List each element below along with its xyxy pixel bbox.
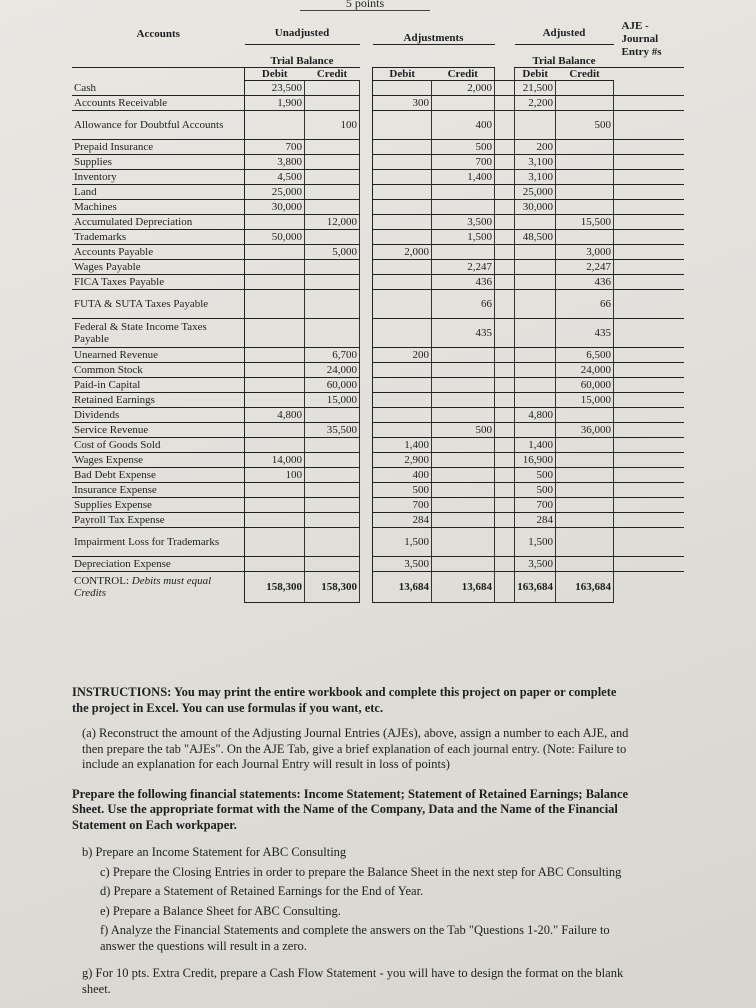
adjustment-credit-cell: 1,400 xyxy=(432,170,495,185)
aje-entry-cell xyxy=(614,378,684,393)
account-name: FICA Taxes Payable xyxy=(72,275,245,290)
header-row-1 xyxy=(72,10,684,45)
adjustment-debit-cell xyxy=(373,215,432,230)
adjustment-debit-cell: 200 xyxy=(373,348,432,363)
adjusted-credit-cell: 66 xyxy=(556,290,614,319)
table-row xyxy=(72,393,684,408)
adjustment-debit-cell xyxy=(373,170,432,185)
adjusted-debit-cell: 3,500 xyxy=(515,557,556,572)
unadjusted-credit-cell xyxy=(305,498,360,513)
table-row xyxy=(72,230,684,245)
adjusted-credit-cell: 500 xyxy=(556,111,614,140)
account-name: Dividends xyxy=(72,408,245,423)
account-name: Accounts Receivable xyxy=(72,96,245,111)
instruction-a: (a) Reconstruct the amount of the Adjusting Journal Entries (AJEs), above, assign a number to each AJE, and then prepare the tab "AJEs". On the AJE Tab, give a brief explanation of each journal entry. (Note: Failure to include an explanation for each Journal Entry will result in loss of points) xyxy=(82,726,629,771)
adjusted-credit-cell xyxy=(556,185,614,200)
adjusted-debit-cell: 3,100 xyxy=(515,155,556,170)
account-name: Wages Expense xyxy=(72,453,245,468)
unadjusted-header: Unadjusted xyxy=(245,10,360,45)
adjustment-debit-cell: 3,500 xyxy=(373,557,432,572)
adjusted-debit-cell: 1,500 xyxy=(515,528,556,557)
unadjusted-credit-cell: 15,000 xyxy=(305,393,360,408)
unadjusted-credit-cell: 24,000 xyxy=(305,363,360,378)
control-adjustment-debit: 13,684 xyxy=(373,572,432,603)
adjusted-debit-cell xyxy=(515,245,556,260)
adjusted-debit-cell xyxy=(515,423,556,438)
adjusted-credit-cell: 3,000 xyxy=(556,245,614,260)
unadjusted-credit-cell xyxy=(305,230,360,245)
unadjusted-credit-cell xyxy=(305,557,360,572)
instruction-b: b) Prepare an Income Statement for ABC Consulting xyxy=(82,845,347,859)
account-name: FUTA & SUTA Taxes Payable xyxy=(72,290,245,319)
account-name: Trademarks xyxy=(72,230,245,245)
unadjusted-credit-cell xyxy=(305,170,360,185)
unadjusted-debit-cell xyxy=(245,319,305,348)
unadjusted-debit-cell: 30,000 xyxy=(245,200,305,215)
points-label: 5 points xyxy=(300,0,430,11)
table-row xyxy=(72,96,684,111)
adjustment-debit-cell xyxy=(373,319,432,348)
unadjusted-credit-cell: 100 xyxy=(305,111,360,140)
adjustment-credit-cell xyxy=(432,483,495,498)
unadjusted-debit-cell: 4,800 xyxy=(245,408,305,423)
unadjusted-credit-cell xyxy=(305,140,360,155)
account-name: Land xyxy=(72,185,245,200)
unadjusted-credit-cell xyxy=(305,290,360,319)
adjustments-header: Adjustments xyxy=(373,10,495,45)
adjustment-debit-cell: 2,000 xyxy=(373,245,432,260)
adjusted-credit-cell xyxy=(556,200,614,215)
aje-entry-cell xyxy=(614,140,684,155)
account-name: Cash xyxy=(72,81,245,96)
adjustment-debit-cell xyxy=(373,378,432,393)
unadjusted-debit-cell xyxy=(245,438,305,453)
account-name: Accumulated Depreciation xyxy=(72,215,245,230)
table-row xyxy=(72,513,684,528)
adjusted-debit-cell: 25,000 xyxy=(515,185,556,200)
account-name: Allowance for Doubtful Accounts xyxy=(72,111,245,140)
account-name: Insurance Expense xyxy=(72,483,245,498)
adjusted-credit-cell xyxy=(556,453,614,468)
adjustment-credit-cell xyxy=(432,393,495,408)
adjustment-debit-cell: 400 xyxy=(373,468,432,483)
unadjusted-debit-cell: 100 xyxy=(245,468,305,483)
adjustment-credit-cell xyxy=(432,200,495,215)
aje-entry-cell xyxy=(614,215,684,230)
adjusted-credit-cell: 6,500 xyxy=(556,348,614,363)
adjusted-debit-cell: 1,400 xyxy=(515,438,556,453)
table-row xyxy=(72,557,684,572)
adjusted-credit-cell xyxy=(556,468,614,483)
table-row xyxy=(72,408,684,423)
table-row xyxy=(72,275,684,290)
account-name: Depreciation Expense xyxy=(72,557,245,572)
adjusted-credit-cell xyxy=(556,170,614,185)
unadjusted-credit-cell: 12,000 xyxy=(305,215,360,230)
table-row xyxy=(72,290,684,319)
adjusted-debit-cell xyxy=(515,363,556,378)
account-name: Common Stock xyxy=(72,363,245,378)
adjustment-credit-cell xyxy=(432,245,495,260)
adjusted-credit-cell xyxy=(556,498,614,513)
instruction-e: e) Prepare a Balance Sheet for ABC Consulting. xyxy=(100,903,341,918)
adjustment-credit-cell: 2,247 xyxy=(432,260,495,275)
adjusted-credit-cell: 435 xyxy=(556,319,614,348)
adjustment-credit-cell xyxy=(432,468,495,483)
account-name: Paid-in Capital xyxy=(72,378,245,393)
adjusted-credit-cell: 24,000 xyxy=(556,363,614,378)
aje-entry-cell xyxy=(614,483,684,498)
aje-entry-cell xyxy=(614,423,684,438)
adjustment-debit-cell: 1,400 xyxy=(373,438,432,453)
account-name: Cost of Goods Sold xyxy=(72,438,245,453)
adjustment-debit-cell xyxy=(373,140,432,155)
adjusted-debit-cell xyxy=(515,275,556,290)
account-name: Retained Earnings xyxy=(72,393,245,408)
adjustment-debit-cell xyxy=(373,363,432,378)
instruction-list xyxy=(72,845,632,997)
unadjusted-debit-cell: 25,000 xyxy=(245,185,305,200)
adjusted-credit-cell xyxy=(556,557,614,572)
aje-entry-cell xyxy=(614,408,684,423)
table-row xyxy=(72,528,684,557)
table-row xyxy=(72,453,684,468)
adjusted-credit-cell xyxy=(556,408,614,423)
aje-entry-cell xyxy=(614,438,684,453)
unadjusted-debit-cell xyxy=(245,498,305,513)
adjusted-debit-cell: 700 xyxy=(515,498,556,513)
instruction-f: f) Analyze the Financial Statements and complete the answers on the Tab "Questions 1-20." Failure to answer the questions will result in a zero. xyxy=(100,923,610,953)
adjustment-debit-cell: 284 xyxy=(373,513,432,528)
unadjusted-credit-cell: 6,700 xyxy=(305,348,360,363)
adjustment-credit-cell xyxy=(432,348,495,363)
adjusted-debit-cell xyxy=(515,290,556,319)
aje-entry-cell xyxy=(614,348,684,363)
aje-entry-cell xyxy=(614,245,684,260)
adjusted-debit-cell xyxy=(515,215,556,230)
account-name: Machines xyxy=(72,200,245,215)
aje-entry-cell xyxy=(614,468,684,483)
adjustment-credit-cell: 435 xyxy=(432,319,495,348)
adjusted-credit-cell xyxy=(556,81,614,96)
unadjusted-credit-cell xyxy=(305,468,360,483)
adjustment-debit-cell xyxy=(373,111,432,140)
adjustment-debit-cell xyxy=(373,423,432,438)
adjustment-credit-cell: 2,000 xyxy=(432,81,495,96)
instruction-c: c) Prepare the Closing Entries in order to prepare the Balance Sheet in the next step for ABC Consulting xyxy=(100,864,622,879)
unadjusted-debit-cell: 4,500 xyxy=(245,170,305,185)
unadjusted-credit-cell xyxy=(305,513,360,528)
account-name: Supplies Expense xyxy=(72,498,245,513)
unadjusted-debit-cell xyxy=(245,363,305,378)
unadjusted-debit-cell xyxy=(245,378,305,393)
unadjusted-credit-cell xyxy=(305,185,360,200)
adjustment-credit-cell xyxy=(432,453,495,468)
unadjusted-debit-cell: 23,500 xyxy=(245,81,305,96)
unadjusted-debit-cell xyxy=(245,423,305,438)
table-row xyxy=(72,170,684,185)
adjusted-debit-cell xyxy=(515,260,556,275)
adjusted-credit-cell xyxy=(556,230,614,245)
adjustment-credit-cell xyxy=(432,408,495,423)
unadjusted-trial-balance-header: Trial Balance xyxy=(245,45,360,68)
adjusted-debit-cell: 284 xyxy=(515,513,556,528)
unadjusted-debit-cell xyxy=(245,111,305,140)
control-label: CONTROL: Debits must equal Credits xyxy=(74,575,212,599)
table-row xyxy=(72,140,684,155)
instructions-intro: INSTRUCTIONS: You may print the entire workbook and complete this project on paper or complete the project in Excel. You can use formulas if you want, etc. xyxy=(72,685,617,715)
trial-balance-table xyxy=(72,10,684,603)
adjusted-debit-cell: 16,900 xyxy=(515,453,556,468)
aje-entry-cell xyxy=(614,453,684,468)
aje-entry-cell xyxy=(614,557,684,572)
unadjusted-debit-cell xyxy=(245,260,305,275)
adjustment-credit-cell xyxy=(432,498,495,513)
account-name: Inventory xyxy=(72,170,245,185)
adjusted-credit-cell: 15,500 xyxy=(556,215,614,230)
adjusted-credit-cell xyxy=(556,528,614,557)
table-row xyxy=(72,200,684,215)
adjustment-debit-cell: 1,500 xyxy=(373,528,432,557)
unadjusted-debit-cell: 50,000 xyxy=(245,230,305,245)
adjusted-debit-cell: 4,800 xyxy=(515,408,556,423)
adjusted-debit-cell: 30,000 xyxy=(515,200,556,215)
table-row xyxy=(72,468,684,483)
adjustment-debit-cell xyxy=(373,81,432,96)
account-name: Impairment Loss for Trademarks xyxy=(72,528,245,557)
table-row xyxy=(72,498,684,513)
adjustment-debit-cell xyxy=(373,275,432,290)
control-unadjusted-debit: 158,300 xyxy=(245,572,305,603)
accounts-header: Accounts xyxy=(72,10,245,68)
adjusted-header: Adjusted xyxy=(515,10,614,45)
adjustment-credit-cell xyxy=(432,185,495,200)
account-name: Bad Debt Expense xyxy=(72,468,245,483)
adjusted-credit-cell xyxy=(556,155,614,170)
adjustment-credit-cell: 500 xyxy=(432,140,495,155)
table-row xyxy=(72,483,684,498)
aje-entry-cell xyxy=(614,528,684,557)
unadjusted-credit-cell xyxy=(305,260,360,275)
adjustment-debit-cell xyxy=(373,200,432,215)
unadjusted-credit-cell: 60,000 xyxy=(305,378,360,393)
adjusted-trial-balance-header: Trial Balance xyxy=(515,45,614,68)
adjustment-debit-cell xyxy=(373,290,432,319)
control-unadjusted-credit: 158,300 xyxy=(305,572,360,603)
unadjusted-debit-cell xyxy=(245,290,305,319)
adjustment-credit-cell xyxy=(432,557,495,572)
adjusted-credit-cell: 60,000 xyxy=(556,378,614,393)
account-name: Accounts Payable xyxy=(72,245,245,260)
adjusted-credit-cell: 436 xyxy=(556,275,614,290)
account-name: Prepaid Insurance xyxy=(72,140,245,155)
adjustment-credit-cell xyxy=(432,438,495,453)
table-row xyxy=(72,438,684,453)
adjusted-debit-cell xyxy=(515,393,556,408)
aje-entry-cell xyxy=(614,393,684,408)
unadjusted-debit-cell xyxy=(245,348,305,363)
aje-entry-cell xyxy=(614,185,684,200)
account-name: Supplies xyxy=(72,155,245,170)
unadjusted-credit-cell xyxy=(305,408,360,423)
aje-header: AJE - Journal Entry #s xyxy=(614,10,684,68)
adjustment-credit-cell: 3,500 xyxy=(432,215,495,230)
unadjusted-credit-cell xyxy=(305,275,360,290)
aje-entry-cell xyxy=(614,319,684,348)
adjusted-credit-cell: 2,247 xyxy=(556,260,614,275)
adjustment-debit-cell: 700 xyxy=(373,498,432,513)
adjustment-credit-cell: 500 xyxy=(432,423,495,438)
unadjusted-debit-cell: 700 xyxy=(245,140,305,155)
unadjusted-credit-cell xyxy=(305,319,360,348)
table-row xyxy=(72,245,684,260)
adjustment-credit-cell xyxy=(432,528,495,557)
adjustment-credit-cell: 66 xyxy=(432,290,495,319)
control-row xyxy=(72,572,684,603)
table-row xyxy=(72,215,684,230)
account-name: Payroll Tax Expense xyxy=(72,513,245,528)
adjusted-debit-cell: 48,500 xyxy=(515,230,556,245)
instructions xyxy=(72,685,632,1001)
table-row xyxy=(72,185,684,200)
unadjusted-debit-cell xyxy=(245,215,305,230)
adjusted-debit-cell xyxy=(515,348,556,363)
adjustment-debit-cell xyxy=(373,155,432,170)
aje-entry-cell xyxy=(614,363,684,378)
table-row xyxy=(72,348,684,363)
aje-entry-cell xyxy=(614,513,684,528)
adjustment-debit-cell xyxy=(373,230,432,245)
unadjusted-debit-cell: 3,800 xyxy=(245,155,305,170)
unadjusted-credit-cell xyxy=(305,81,360,96)
instruction-d: d) Prepare a Statement of Retained Earnings for the End of Year. xyxy=(100,884,424,898)
account-name: Federal & State Income Taxes Payable xyxy=(72,319,245,348)
unadjusted-credit-cell: 35,500 xyxy=(305,423,360,438)
adjustment-credit-cell: 400 xyxy=(432,111,495,140)
aje-entry-cell xyxy=(614,260,684,275)
table-row xyxy=(72,155,684,170)
adjusted-credit-cell xyxy=(556,96,614,111)
account-name: Wages Payable xyxy=(72,260,245,275)
unadjusted-credit-cell: 5,000 xyxy=(305,245,360,260)
adjustment-credit-cell: 700 xyxy=(432,155,495,170)
table-row xyxy=(72,423,684,438)
adjustment-credit-cell: 1,500 xyxy=(432,230,495,245)
unadjusted-credit-cell xyxy=(305,528,360,557)
adjusted-debit-cell xyxy=(515,319,556,348)
adjusted-credit-cell: 15,000 xyxy=(556,393,614,408)
table-row xyxy=(72,260,684,275)
table-row xyxy=(72,111,684,140)
unadjusted-debit-cell xyxy=(245,528,305,557)
unadjusted-credit-cell xyxy=(305,483,360,498)
adjustment-debit-cell xyxy=(373,393,432,408)
aje-entry-cell xyxy=(614,170,684,185)
adjusted-credit-cell xyxy=(556,140,614,155)
adjusted-credit-cell xyxy=(556,438,614,453)
aje-entry-cell xyxy=(614,81,684,96)
table-row xyxy=(72,319,684,348)
adjustment-credit-cell xyxy=(432,378,495,393)
unadjusted-credit-cell xyxy=(305,438,360,453)
adjustment-debit-cell xyxy=(373,185,432,200)
account-name: Service Revenue xyxy=(72,423,245,438)
unadjusted-debit-cell: 14,000 xyxy=(245,453,305,468)
adjusted-debit-cell: 500 xyxy=(515,468,556,483)
adjustment-debit-cell: 300 xyxy=(373,96,432,111)
debit-credit-row: Debit Credit Debit Credit Debit Credit xyxy=(72,68,684,81)
adjustment-credit-cell xyxy=(432,513,495,528)
unadjusted-debit-cell xyxy=(245,275,305,290)
unadjusted-credit-cell xyxy=(305,200,360,215)
adjustment-credit-cell xyxy=(432,96,495,111)
adjusted-debit-cell xyxy=(515,378,556,393)
instruction-g: g) For 10 pts. Extra Credit, prepare a Cash Flow Statement - you will have to design the format on the blank sheet. xyxy=(82,966,624,996)
table-row xyxy=(72,81,684,96)
adjusted-debit-cell: 3,100 xyxy=(515,170,556,185)
unadjusted-debit-cell: 1,900 xyxy=(245,96,305,111)
aje-entry-cell xyxy=(614,200,684,215)
adjusted-debit-cell: 21,500 xyxy=(515,81,556,96)
unadjusted-debit-cell xyxy=(245,557,305,572)
control-adjusted-debit: 163,684 xyxy=(515,572,556,603)
aje-entry-cell xyxy=(614,290,684,319)
adjustment-debit-cell: 500 xyxy=(373,483,432,498)
aje-entry-cell xyxy=(614,275,684,290)
adjusted-debit-cell: 2,200 xyxy=(515,96,556,111)
unadjusted-credit-cell xyxy=(305,96,360,111)
aje-entry-cell xyxy=(614,155,684,170)
adjustment-debit-cell xyxy=(373,260,432,275)
instructions-prepare: Prepare the following financial statements: Income Statement; Statement of Retained Earnings; Balance Sheet. Use the appropriate format with the Name of the Company, Data and the Name of the Financial Statement on Each workpaper. xyxy=(72,786,629,832)
table-row xyxy=(72,378,684,393)
adjustment-debit-cell: 2,900 xyxy=(373,453,432,468)
aje-entry-cell xyxy=(614,96,684,111)
adjusted-credit-cell xyxy=(556,513,614,528)
adjustment-credit-cell: 436 xyxy=(432,275,495,290)
account-name: Unearned Revenue xyxy=(72,348,245,363)
aje-entry-cell xyxy=(614,498,684,513)
unadjusted-debit-cell xyxy=(245,245,305,260)
adjustment-debit-cell xyxy=(373,408,432,423)
unadjusted-credit-cell xyxy=(305,155,360,170)
adjusted-debit-cell xyxy=(515,111,556,140)
aje-entry-cell xyxy=(614,230,684,245)
adjusted-debit-cell: 500 xyxy=(515,483,556,498)
unadjusted-credit-cell xyxy=(305,453,360,468)
aje-entry-cell xyxy=(614,111,684,140)
adjustment-credit-cell xyxy=(432,363,495,378)
control-adjustment-credit: 13,684 xyxy=(432,572,495,603)
control-adjusted-credit: 163,684 xyxy=(556,572,614,603)
table-row xyxy=(72,363,684,378)
adjusted-credit-cell: 36,000 xyxy=(556,423,614,438)
unadjusted-debit-cell xyxy=(245,483,305,498)
adjusted-debit-cell: 200 xyxy=(515,140,556,155)
unadjusted-debit-cell xyxy=(245,513,305,528)
adjusted-credit-cell xyxy=(556,483,614,498)
unadjusted-debit-cell xyxy=(245,393,305,408)
